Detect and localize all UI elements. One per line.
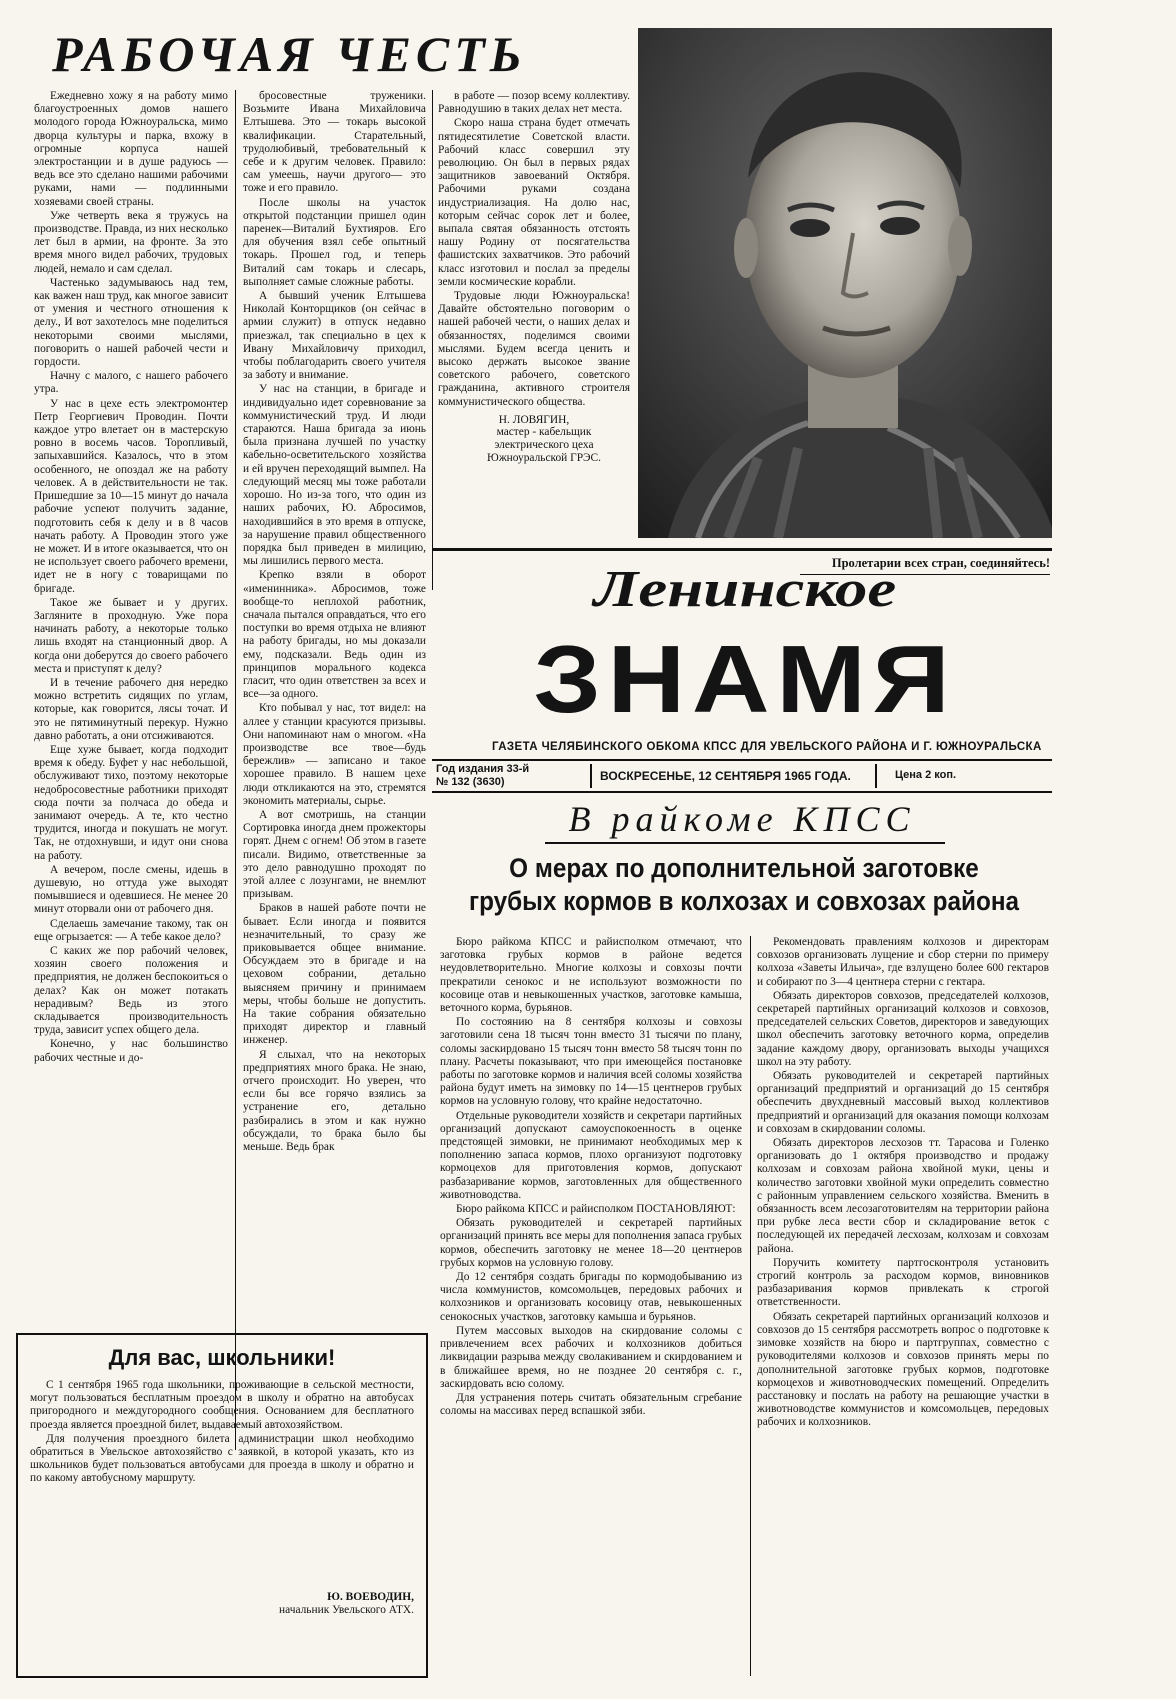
author-name: Н. ЛОВЯГИН, bbox=[498, 413, 570, 426]
paragraph: Обязать директоров лесхозов тт. Тарасова и Голенко организовать до 1 октября производство и продажу колхозам и совхозам района хвойной муки, цены и количество заготовки хвойной муки определить совместно с районным управлением сельского хозяйства. Вменить в обязанность всем лесозаготовителям на территории района при рубке леса вести сбор и складирование веток с последующей их передачей лесхозам, колхозам и совхозам района. bbox=[757, 1137, 1049, 1255]
issue-number: № 132 (3630) bbox=[436, 776, 505, 788]
paragraph: С 1 сентября 1965 года школьники, проживающие в сельской местности, могут пользоваться бесплатным проездом в школу и обратно на автобусах пригородного и междугородного сообщения. Основанием для бесплатного проезда является проездной билет, выдаваемый автохозяйством. bbox=[30, 1379, 414, 1431]
issue-date: ВОСКРЕСЕНЬЕ, 12 СЕНТЯБРЯ 1965 ГОДА. bbox=[600, 769, 851, 783]
issue-price: Цена 2 коп. bbox=[895, 769, 957, 781]
paragraph: Бюро райкома КПСС и райисполком ПОСТАНОВЛЯЮТ: bbox=[456, 1203, 736, 1216]
paragraph: А вечером, после смены, идешь в душевую, но оттуда уже выходят помывшиеся и одевшиеся. Не менее 20 минут оторвали они от рабочего дня. bbox=[34, 863, 228, 916]
paragraph: Рекомендовать правлениям колхозов и директорам совхозов организовать лущение и сбор стерни по примеру колхоза «Заветы Ильича», где взлущено более 600 гектаров и собирают по 3—4 центнера стерни с гектара. bbox=[757, 936, 1049, 988]
paragraph: Крепко взяли в оборот «именинника». Абросимов, тоже вообще-то неплохой работник, сначала пытался оправдаться, что его поступки во время отдыха не влияют на работу бригады, но мы доказали ему, подсказали. Ведь один из принципов морального кодекса гласит, что один ответствен за всех и все—за одного. bbox=[243, 569, 426, 701]
paragraph: бросовестные труженики. Возьмите Ивана Михайловича Елтышева. Это — токарь высокой квалификации. Старательный, трудолюбивый, требовательный к себе и к другим человек. Правило: сам умеешь, научи другого— это тоже и его правило. bbox=[243, 90, 426, 195]
rubric-heading: В райкоме КПСС bbox=[568, 799, 916, 839]
notice-author-role: начальник Увельского АТХ. bbox=[279, 1604, 414, 1617]
paragraph: Для получения проездного билета администрации школ необходимо обратиться в Увельское автохозяйство с заявкой, в которой указать, кто из школьников будет пользоваться автобусами для проезда в школу и обратно и по какому автобусному маршруту. bbox=[30, 1432, 414, 1485]
notice-author-name: Ю. ВОЕВОДИН, bbox=[327, 1591, 414, 1603]
infobar-bottom-rule bbox=[432, 791, 1052, 793]
paragraph: Браков в нашей работе почти не бывает. Если иногда и появится незначительный, то сразу же приковывается общее внимание. Обсуждаем это в бригаде и на цеховом собрании, детально выясняем причину и принимаем меры, чтобы больше не допустить. На такие собрания обязательно приходят директор и главный инженер. bbox=[243, 902, 426, 1047]
paragraph: Обязать директоров совхозов, председателей колхозов, секретарей партийных организаций колхозов и совхозов, председателей сельских Советов, директоров и заведующих школ обеспечить заготовку веточного корма, определив задание каждому двору, организовать выходы учащихся школ на эту работу. bbox=[757, 989, 1049, 1068]
paragraph: До 12 сентября создать бригады по кормодобыванию из числа коммунистов, комсомольцев, передовых рабочих и колхозников и организовать косовицу отав, невыкошенных сенокосных участков, заготовку камыша и бурьянов. bbox=[440, 1271, 742, 1323]
headline-line-2: грубых кормов в колхозах и совхозах района bbox=[468, 886, 1020, 916]
paragraph: После школы на участок открытой подстанции пришел один паренек—Виталий Бухтияров. Его для обучения взял себе опытный токарь. Прошел год, и теперь Виталий сам токарь и слесарь, выполняет самые сложные работы. bbox=[243, 196, 426, 288]
column-divider bbox=[235, 90, 236, 1450]
infobar-divider bbox=[875, 764, 877, 788]
portrait-illustration bbox=[638, 28, 1052, 538]
worker-portrait-photo bbox=[638, 28, 1052, 538]
slogan: Пролетарии всех стран, соединяйтесь! bbox=[831, 556, 1050, 570]
paragraph: Путем массовых выходов на скирдование соломы с привлечением всех рабочих и колхозников добиться ликвидации разрыва между сволакиванием и скирдованием и в ближайшее время, но не позднее 20 сентября с. г., заскирдовать всю солому. bbox=[440, 1324, 742, 1390]
paragraph: У нас на станции, в бригаде и индивидуально идет соревнование за коммунистический труд. И люди стараются. Наша бригада за июнь была признана лучшей по участку кабельно-осветительского хозяйства и ей вручен переходящий вымпел. На следующий месяц мы тоже работали хорошо. Но из-за того, что один из наших рабочих, Ю. Абросимов, находившийся в это время в отпуске, за нарушение правил общественного порядка был приведен в милицию, мы лишились первого места. bbox=[243, 383, 426, 568]
column-divider bbox=[432, 90, 433, 590]
masthead-rule bbox=[432, 548, 1052, 551]
paragraph: Отдельные руководители хозяйств и секретари партийных организаций допускают самоуспокоенность в оценке предстоящей зимовки, не принимают необходимых мер к пополнению запаса кормов, плохо организуют подготовку кормоцехов для приготовления кормов, допускают разбазаривание кормов, заготовленных для общественного животноводства. bbox=[440, 1109, 742, 1201]
infobar-top-rule bbox=[432, 759, 1052, 761]
issue-info bbox=[436, 763, 586, 789]
article-column-3 bbox=[438, 90, 630, 410]
paragraph: Конечно, у нас большинство рабочих честные и до- bbox=[34, 1038, 228, 1064]
paragraph: Поручить комитету партгосконтроля установить строгий контроль за расходом кормов, виновников разбазаривания кормов привлекать к строгой ответственности. bbox=[757, 1256, 1049, 1309]
masthead-title-bottom: ЗНАМЯ bbox=[533, 626, 957, 733]
paragraph: Ежедневно хожу я на работу мимо благоустроенных домов нашего молодого города Южноуральска, мимо дворца культуры и парка, вхожу в огромные корпуса нашей электростанции и в душе радуюсь — ведь все это сделано нашими рабочими руками, нами — подлинными хозяевами своей страны. bbox=[34, 90, 228, 208]
paragraph: Кто побывал у нас, тот видел: на аллее у станции красуются призывы. Они напоминают нам о многом. «На производстве все твое—будь бережлив» — записано и такое хорошее правило. В нашем цехе люди откликаются на это, стремятся экономить материалы, сырье. bbox=[243, 702, 426, 807]
notice-body bbox=[30, 1379, 414, 1589]
article-column-2 bbox=[243, 90, 426, 1450]
masthead-subtitle: ГАЗЕТА ЧЕЛЯБИНСКОГО ОБКОМА КПСС ДЛЯ УВЕЛЬСКОГО РАЙОНА И Г. ЮЖНОУРАЛЬСКА bbox=[492, 741, 1042, 753]
paragraph: Обязать руководителей и секретарей партийных организаций предприятий и организаций до 15 сентября обеспечить двухдневный массовый выход коллективов предприятий и организаций для оказания помощи колхозам и совхозам в скирдовании соломы. bbox=[757, 1070, 1049, 1135]
author-role: мастер - кабельщик электрического цеха Южноуральской ГРЭС. bbox=[486, 425, 602, 464]
infobar-divider bbox=[590, 764, 592, 788]
paragraph: Обязать секретарей партийных организаций колхозов и совхозов до 15 сентября рассмотреть вопрос о подготовке к зимовке хозяйств на бюро и партгруппах, совместно с руководителями колхозов и совхозов принять меры по дополнительной заготовке грубых кормов, подготовке кормоцехов и животноводческих помещений. Определить расстановку и послать на работу на решающие участки в животноводстве коммунистов и комсомольцев, передовых рабочих и колхозников. bbox=[757, 1310, 1049, 1429]
paragraph: в работе — позор всему коллективу. Равнодушию в таких делах нет места. bbox=[438, 90, 630, 116]
paragraph: Уже четверть века я тружусь на производстве. Правда, из них несколько лет был в армии, на фронте. За это время много видел рабочих, трудовых людей, немало и сам сделал. bbox=[34, 209, 228, 275]
column-divider bbox=[750, 936, 751, 1676]
paragraph: Трудовые люди Южноуральска! Давайте обстоятельно поговорим о нашей рабочей чести, о наших делах и обязанностях, поделимся своими мыслями. Будем всегда ценить и высоко держать высокое звание советского рабочего, советского гражданина, активного строителя коммунистического общества. bbox=[438, 290, 630, 408]
paragraph: По состоянию на 8 сентября колхозы и совхозы заготовили сена 18 тысяч тонн вместо 31 тысячи по плану, соломы заскирдовано 15 тысяч тонн вместо 58 тысяч тонн по плану. Расчеты показывают, что при имеющейся постановке работы по заготовке кормов и наличия всей соломы хозяйства района будут иметь на зимовку по 14—15 центнеров грубых кормов на условную голову, что крайне недостаточно. bbox=[440, 1016, 742, 1108]
paragraph: И в течение рабочего дня нередко можно встретить сидящих по углам, которые, как говорится, лясы точат. И это не пятиминутный перекур. Нужно давно работать, а они отсиживаются. bbox=[34, 676, 228, 742]
school-notice-box bbox=[16, 1333, 428, 1678]
article-column-3-wrap bbox=[438, 90, 630, 590]
issue-year: Год издания 33-й bbox=[436, 763, 530, 775]
paragraph: Частенько задумываюсь над тем, как важен наш труд, как многое зависит от умения и честного отношения к делу., И вот захотелось мне поделиться некоторыми своими мыслями, поговорить о нашей рабочей чести и гордости. bbox=[34, 276, 228, 369]
paragraph: А бывший ученик Елтышева Николай Конторщиков (он сейчас в армии служит) в отпуск недавно приезжал, так специально в цех к Ивану Михайловичу приходил, чтобы поблагодарить своего учителя за заботу и внимание. bbox=[243, 290, 426, 382]
paragraph: Для устранения потерь считать обязательным сгребание соломы на массивах перед вспашкой зяби. bbox=[440, 1391, 742, 1418]
article-title: РАБОЧАЯ ЧЕСТЬ bbox=[52, 26, 527, 82]
paragraph: Начну с малого, с нашего рабочего утра. bbox=[34, 370, 228, 396]
paragraph: Бюро райкома КПСС и райисполком отмечают, что заготовка грубых кормов в районе ведется неудовлетворительно. Многие колхозы и совхозы почти прекратили сенокос и не используют возможности по косовице отав и невыкошенных участков, заготовке камыша, веточного корма, бурьянов. bbox=[440, 936, 742, 1015]
paragraph: А вот смотришь, на станции Сортировка иногда днем прожекторы горят. Днем с огнем! Об этом в газете писали. Видимо, ответственные за это дело равнодушно проходят по этой аллее с лозунгами, не внемлют призывам. bbox=[243, 808, 426, 901]
paragraph: Сделаешь замечание такому, так он еще огрызается: — А тебе какое дело? bbox=[34, 917, 228, 943]
decree-column-1 bbox=[440, 936, 742, 1676]
article-column-1 bbox=[34, 90, 228, 1450]
paragraph: Я слыхал, что на некоторых предприятиях много брака. Не знаю, отчего происходит. Но уверен, что если бы все горячо взялись за устранение его, детально разбирались в этом и как нужно обсуждали, то брака было бы меньше. Ведь брак bbox=[243, 1048, 426, 1154]
paragraph: Еще хуже бывает, когда подходит время к обеду. Буфет у нас небольшой, обслуживают тихо, поэтому некоторые недобросовестные работники приходят сюда почти за полчаса до обеда и занимают очередь. А те, кто честно трудится, иногда и покушать не могут. Так, не отдохнувши, и идут они снова на работу. bbox=[34, 743, 228, 862]
paragraph: У нас в цехе есть электромонтер Петр Георгиевич Проводин. Почти каждое утро влетает он в мастерскую ровно в восемь часов. Торопливый, запыхавшийся. Казалось, что в этом особенного, не опоздал же на работу человек. А в действительности не так. Пришедшие за 10—15 минут до начала рабочие успеют получить задание, подготовить себя к делу и в 8 часов начать работу. А Проводин этого уже не может. И в итоге оказывается, что он не использует своего рабочего времени, идет не в ногу с товарищами по бригаде. bbox=[34, 397, 228, 595]
notice-title: Для вас, школьники! bbox=[108, 1345, 336, 1370]
masthead-title-top: Ленинское bbox=[593, 561, 897, 618]
headline-block bbox=[436, 852, 1052, 918]
paragraph: Обязать руководителей и секретарей партийных организаций принять все меры для пополнения запаса грубых кормов, обеспечить заготовку не менее 18—20 центнеров грубых кормов на условную голову. bbox=[440, 1217, 742, 1269]
decree-column-2 bbox=[757, 936, 1049, 1676]
paragraph: Скоро наша страна будет отмечать пятидесятилетие Советской власти. Рабочий класс совершил эту революцию. Он был в первых рядах защитников завоеваний Октября. Рабочими руками создана индустриализация. На долю нас, которым сейчас сорок лет и более, выпала святая обязанность отстоять нашу Родину от посягательства фашистских захватчиков. Это рабочий класс изготовил и послал за пределы земли космические корабли. bbox=[438, 117, 630, 288]
paragraph: С каких же пор рабочий человек, хозяин своего положения и предприятия, не должен беспокоиться о делах? Как он может потакать нерадивым? Ведь из этого складывается производительность труда, зависит успех общего дела. bbox=[34, 945, 228, 1037]
paragraph: Такое же бывает и у других. Загляните в проходную. Уже пора начинать работу, а некоторые только лишь входят на станционный двор. А когда они доберутся до своего рабочего места и приступят к делу? bbox=[34, 596, 228, 675]
rubric-underline bbox=[545, 842, 945, 844]
headline-line-1: О мерах по дополнительной заготовке bbox=[509, 853, 979, 883]
